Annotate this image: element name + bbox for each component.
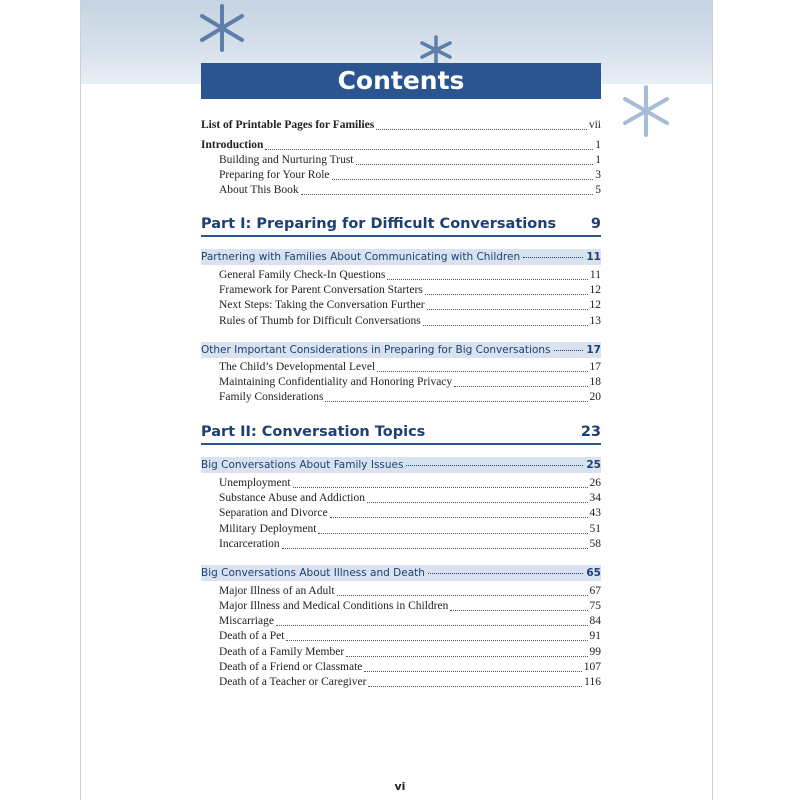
toc-entry[interactable]: [201, 522, 601, 537]
section-page: 11: [586, 251, 601, 263]
toc-entry-page: 12: [589, 299, 601, 311]
toc-entry-page: 34: [589, 492, 601, 504]
page-edge-right: [712, 0, 713, 800]
toc-entry-page: 75: [589, 600, 601, 612]
section-title: Big Conversations About Illness and Death: [201, 567, 425, 579]
toc-entry-label: Building and Nurturing Trust: [219, 154, 354, 166]
toc-entry[interactable]: [201, 506, 601, 521]
toc-entry-page: 116: [584, 676, 601, 688]
section-heading[interactable]: [201, 249, 601, 265]
toc-entry[interactable]: [201, 614, 601, 629]
toc-entry-label: List of Printable Pages for Families: [201, 119, 375, 131]
toc-entry-page: 99: [589, 646, 601, 658]
toc-entry-label: General Family Check-In Questions: [219, 269, 386, 281]
toc-entry-page: 107: [583, 661, 601, 673]
toc-entry[interactable]: [201, 660, 601, 675]
toc-entry-label: Major Illness of an Adult: [219, 585, 335, 597]
toc-entry-label: About This Book: [219, 184, 299, 196]
section-heading[interactable]: [201, 457, 601, 473]
toc-entry-label: Framework for Parent Conversation Starters: [219, 284, 423, 296]
toc-entry[interactable]: [201, 138, 601, 153]
toc-entry-page: 13: [589, 315, 601, 327]
toc-entry[interactable]: [201, 283, 601, 298]
toc-entry-page: 43: [589, 507, 601, 519]
toc-entry-label: Introduction: [201, 139, 264, 151]
toc-entry-page: 51: [589, 523, 601, 535]
page-number: vi: [394, 780, 406, 793]
toc-entry[interactable]: [201, 118, 601, 133]
toc-entry[interactable]: [201, 375, 601, 390]
part-page: 9: [590, 216, 601, 232]
toc-entry-label: Death of a Friend or Classmate: [219, 661, 363, 673]
toc-entry-page: 5: [595, 184, 601, 196]
toc-entry-label: Military Deployment: [219, 523, 317, 535]
toc-entry[interactable]: [201, 675, 601, 690]
snowflake-icon: [196, 4, 248, 52]
toc-entry-page: 84: [589, 615, 601, 627]
toc-entry[interactable]: [201, 584, 601, 599]
toc-entry[interactable]: [201, 537, 601, 552]
toc-entry-label: Death of a Teacher or Caregiver: [219, 676, 367, 688]
toc-entry-label: Major Illness and Medical Conditions in Children: [219, 600, 449, 612]
toc-entry[interactable]: [201, 476, 601, 491]
section-title: Big Conversations About Family Issues: [201, 459, 404, 471]
toc-entry[interactable]: [201, 491, 601, 506]
toc-entry-page: 18: [589, 376, 601, 388]
toc-entry-label: Death of a Family Member: [219, 646, 345, 658]
section-page: 25: [586, 459, 601, 471]
toc-entry-label: Substance Abuse and Addiction: [219, 492, 365, 504]
part-heading[interactable]: [201, 424, 601, 445]
section-title: Partnering with Families About Communicating with Children: [201, 251, 521, 263]
toc-entry[interactable]: [201, 168, 601, 183]
toc-entry-page: vii: [588, 119, 601, 131]
toc-entry-label: The Child’s Developmental Level: [219, 361, 376, 373]
toc-entry-page: 17: [589, 361, 601, 373]
toc-entry-page: 3: [595, 169, 601, 181]
toc-entry[interactable]: [201, 183, 601, 198]
toc-entry-label: Next Steps: Taking the Conversation Further: [219, 299, 425, 311]
toc-entry-label: Separation and Divorce: [219, 507, 328, 519]
toc-entry-label: Unemployment: [219, 477, 291, 489]
toc-entry-page: 11: [589, 269, 601, 281]
toc-entry-label: Incarceration: [219, 538, 280, 550]
toc-entry-label: Family Considerations: [219, 391, 324, 403]
section-heading[interactable]: [201, 565, 601, 581]
toc-entry[interactable]: [201, 390, 601, 405]
toc-entry[interactable]: [201, 629, 601, 644]
part-title: Part I: Preparing for Difficult Conversations: [201, 216, 557, 232]
toc-entry-page: 91: [589, 630, 601, 642]
part-heading[interactable]: [201, 216, 601, 237]
toc-entry-label: Preparing for Your Role: [219, 169, 330, 181]
page-title: Contents: [201, 63, 601, 99]
toc-entry[interactable]: [201, 298, 601, 313]
part-title: Part II: Conversation Topics: [201, 424, 426, 440]
toc-entry-page: 12: [589, 284, 601, 296]
toc-entry-page: 1: [595, 154, 601, 166]
toc-entry-page: 58: [589, 538, 601, 550]
toc-entry-label: Death of a Pet: [219, 630, 285, 642]
toc-entry-page: 20: [589, 391, 601, 403]
section-heading[interactable]: [201, 342, 601, 358]
section-page: 65: [586, 567, 601, 579]
toc-entry[interactable]: [201, 153, 601, 168]
toc-entry[interactable]: [201, 314, 601, 329]
toc-entry-page: 67: [589, 585, 601, 597]
toc-entry[interactable]: [201, 360, 601, 375]
toc-entry-label: Maintaining Confidentiality and Honoring Privacy: [219, 376, 453, 388]
toc-entry-label: Miscarriage: [219, 615, 274, 627]
part-page: 23: [580, 424, 601, 440]
toc-entry[interactable]: [201, 645, 601, 660]
toc-entry-page: 1: [595, 139, 601, 151]
snowflake-icon: [620, 85, 672, 137]
section-page: 17: [586, 344, 601, 356]
toc-entry[interactable]: [201, 268, 601, 283]
toc-entry-page: 26: [589, 477, 601, 489]
page-edge-left: [80, 0, 81, 800]
snowflake-icon: [418, 35, 454, 65]
section-title: Other Important Considerations in Preparing for Big Conversations: [201, 344, 551, 356]
toc-entry[interactable]: [201, 599, 601, 614]
toc-entry-label: Rules of Thumb for Difficult Conversations: [219, 315, 421, 327]
